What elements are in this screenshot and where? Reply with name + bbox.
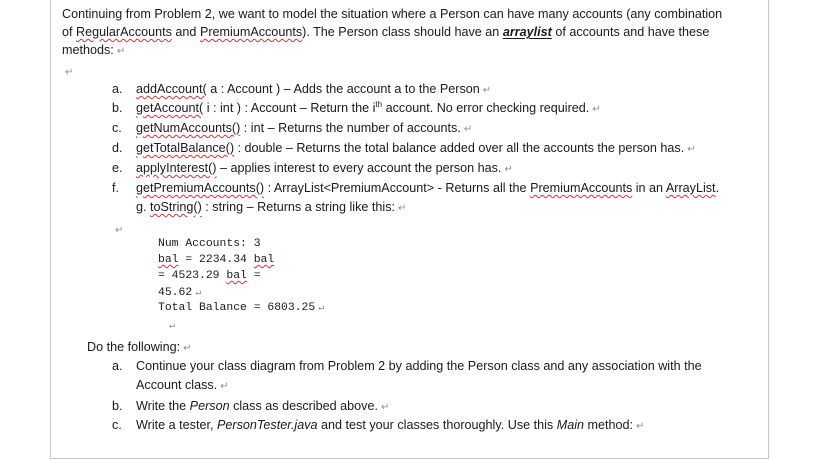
method-g: g. toString() : string – Returns a string like this: ↵ [136,200,407,214]
blank-mark-1: ↵ [65,67,74,78]
code-line-3: = 4523.29 bal = [158,270,261,282]
method-e: e. applyInterest() – applies interest to every account the person has. ↵ [112,161,513,175]
method-f: f. getPremiumAccounts() : ArrayList<PremiumAccount> - Returns all the PremiumAccounts in an ArrayList. [112,181,720,195]
method-b: b. getAccount( i : int ) : Account – Return the $i^{th}$ account. No error checking required. ↵ [112,99,601,115]
blank-mark-2: ↵ [115,225,124,236]
method-c: c. getNumAccounts() : int – Returns the number of accounts. ↵ [112,121,473,135]
code-line-5: Total Balance = 6803.25 ↵ [158,302,325,314]
intro-line-2: of RegularAccounts and PremiumAccounts). The Person class should have an arraylist of accounts and have these [62,25,710,39]
method-a: a. addAccount( a : Account ) – Adds the account a to the Person ↵ [112,82,492,96]
follow-b: b. Write the Person class as described above. ↵ [112,399,390,413]
follow-a-line-1: a. Continue your class diagram from Problem 2 by adding the Person class and any association with the [112,359,702,373]
follow-heading: Do the following: ↵ [87,340,192,354]
code-line-4: 45.62 ↵ [158,287,202,299]
follow-a-line-2: Account class. ↵ [136,378,229,392]
intro-line-1: Continuing from Problem 2, we want to model the situation where a Person can have many accounts (any combination [62,7,723,21]
code-line-2: bal = 2234.34 bal [158,254,275,266]
method-d: d. getTotalBalance() : double – Returns the total balance added over all the accounts the person has. ↵ [112,141,696,155]
code-line-1: Num Accounts: 3 [158,238,261,250]
follow-c: c. Write a tester, PersonTester.java and test your classes thoroughly. Use this Main method: ↵ [112,418,645,432]
intro-line-3: methods: ↵ [62,43,126,57]
blank-mark-3: ↵ [169,321,176,332]
